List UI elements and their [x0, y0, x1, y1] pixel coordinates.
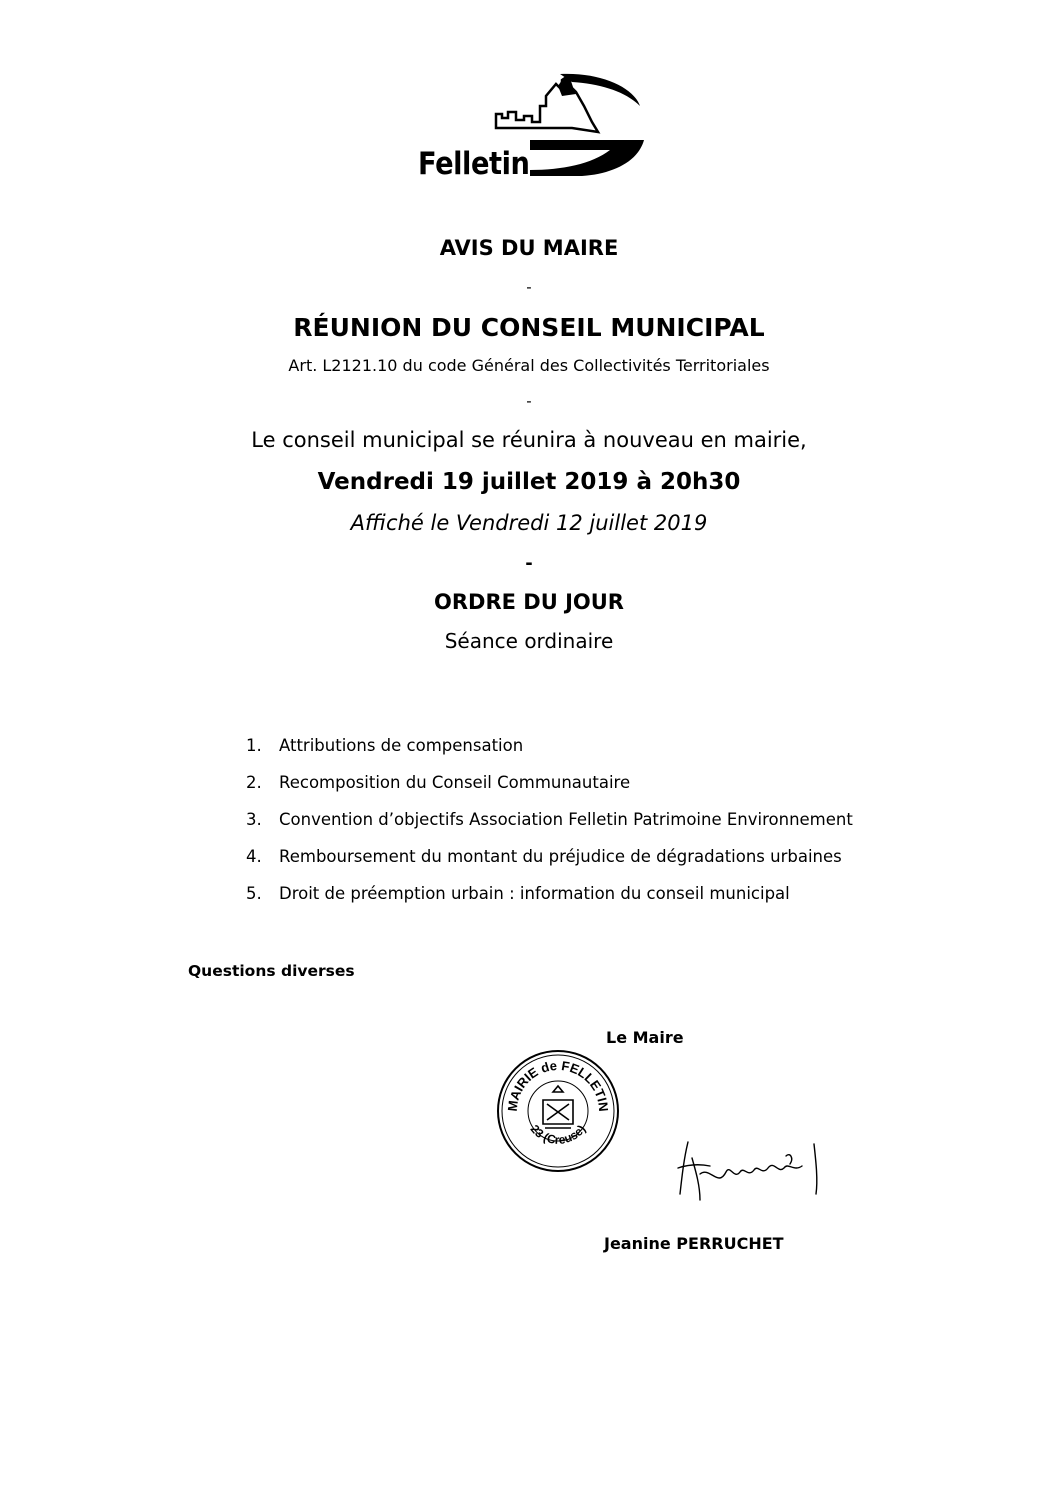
svg-text:23 (Creuse) [528, 1122, 589, 1147]
list-item [246, 847, 853, 884]
session-type: Séance ordinaire [444, 629, 614, 653]
item-number: 3. [246, 810, 262, 829]
stamp-bottom-text: 23 (Creuse) [527, 1122, 589, 1147]
item-text: Convention d’objectifs Association Felletin Patrimoine Environnement [279, 810, 853, 829]
signatory-name: Jeanine PERRUCHET [604, 1234, 784, 1253]
item-number: 5. [246, 884, 262, 903]
misc-questions: Questions diverses [188, 962, 355, 980]
list-item [246, 810, 853, 847]
list-item [246, 884, 853, 921]
list-item [246, 736, 853, 773]
item-text: Remboursement du montant du préjudice de dégradations urbaines [279, 847, 842, 866]
logo-name: Felletin [418, 146, 530, 182]
item-text: Droit de préemption urbain : information du conseil municipal [279, 884, 790, 903]
separator: - [526, 392, 532, 410]
legal-article: Art. L2121.10 du code Général des Collectivités Territoriales [288, 356, 770, 375]
item-number: 2. [246, 773, 262, 792]
item-number: 1. [246, 736, 262, 755]
separator: - [526, 278, 532, 296]
item-number: 4. [246, 847, 262, 866]
agenda-list [246, 736, 853, 921]
posted-date: Affiché le Vendredi 12 juillet 2019 [350, 511, 708, 535]
item-text: Attributions de compensation [279, 736, 524, 755]
separator: - [525, 553, 533, 574]
agenda-title: ORDRE DU JOUR [434, 590, 624, 614]
list-item [246, 773, 853, 810]
official-seal-icon [495, 1048, 621, 1174]
notice-heading: RÉUNION DU CONSEIL MUNICIPAL [293, 313, 765, 342]
handwritten-signature-icon [670, 1128, 830, 1208]
notice-title: AVIS DU MAIRE [439, 236, 619, 260]
item-text: Recomposition du Conseil Communautaire [279, 773, 631, 792]
signatory-role: Le Maire [606, 1028, 684, 1047]
meeting-date: Vendredi 19 juillet 2019 à 20h30 [317, 469, 741, 495]
announcement: Le conseil municipal se réunira à nouveau en mairie, [251, 428, 807, 452]
stamp-top-text: MAIRIE de FELLETIN [504, 1057, 612, 1113]
